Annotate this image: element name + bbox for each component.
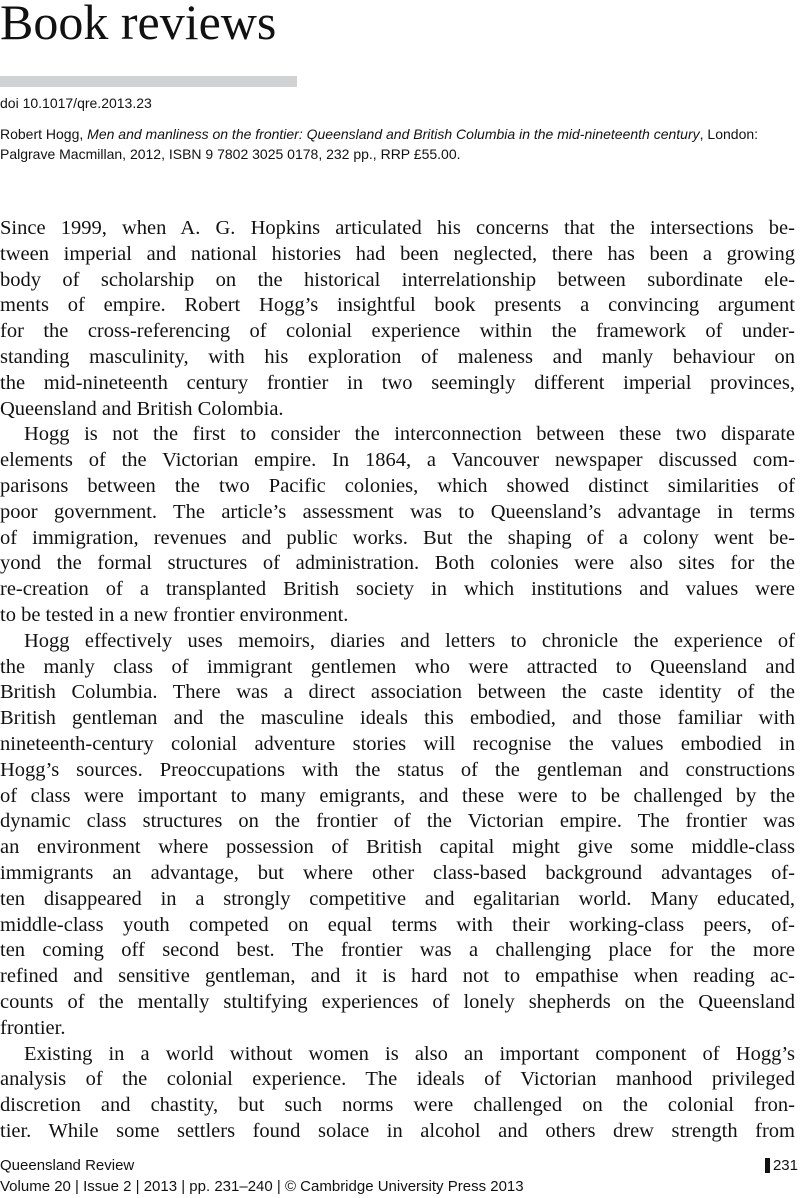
page-number	[765, 1156, 798, 1175]
text-line: Queensland and British Colombia.	[0, 397, 284, 420]
text-line: Hogg is not the first to consider the interconnection between these two disparate	[24, 423, 795, 446]
text-line: middle-class youth competed on equal terms with their working-class peers, of-	[0, 913, 795, 936]
journal-name: Queensland Review	[0, 1157, 135, 1174]
text-line: refined and sensitive gentleman, and it is hard not to empathise when reading ac-	[0, 965, 795, 988]
section-title: Book reviews	[0, 0, 277, 50]
text-line: standing masculinity, with his exploration of maleness and manly behaviour on	[0, 345, 795, 368]
text-line: to be tested in a new frontier environment.	[0, 603, 349, 626]
issue-line: Volume 20 | Issue 2 | 2013 | pp. 231–240 | © Cambridge University Press 2013	[0, 1178, 524, 1195]
text-line: body of scholarship on the historical interrelationship between subordinate ele-	[0, 268, 795, 291]
page-marker-bar	[765, 1158, 770, 1173]
text-line: the manly class of immigrant gentlemen who were attracted to Queensland and	[0, 655, 795, 678]
text-line: nineteenth-century colonial adventure stories will recognise the values embodied in	[0, 732, 795, 755]
text-line: poor government. The article’s assessment was to Queensland’s advantage in terms	[0, 500, 795, 523]
text-line: British gentleman and the masculine ideals this embodied, and those familiar with	[0, 707, 795, 730]
text-line: parisons between the two Pacific colonies, which showed distinct similarities of	[0, 474, 795, 497]
text-line: yond the formal structures of administration. Both colonies were also sites for the	[0, 552, 795, 575]
text-line: the mid-nineteenth century frontier in two seemingly different imperial provinces,	[0, 371, 795, 394]
text-line: discretion and chastity, but such norms were challenged on the colonial fron-	[0, 1094, 795, 1117]
citation-details: , London: Palgrave Macmillan, 2012, ISBN 9 7802 3025 0178, 232 pp., RRP £55.00.	[0, 126, 759, 162]
text-line: counts of the mentally stultifying experiences of lonely shepherds on the Queensland	[0, 990, 795, 1013]
text-line: Hogg’s sources. Preoccupations with the status of the gentleman and constructions	[0, 758, 795, 781]
text-line: tier. While some settlers found solace in alcohol and others drew strength from	[0, 1119, 795, 1142]
text-line: Hogg effectively uses memoirs, diaries and letters to chronicle the experience of	[24, 629, 795, 652]
text-line: analysis of the colonial experience. The ideals of Victorian manhood privileged	[0, 1068, 795, 1091]
page-number-text: 231	[772, 1157, 798, 1174]
text-line: ments of empire. Robert Hogg’s insightful book presents a convincing argument	[0, 294, 795, 317]
doi-link[interactable]: doi 10.1017/qre.2013.23	[0, 95, 152, 111]
book-citation	[0, 124, 800, 164]
text-line: ten disappeared in a strongly competitive and egalitarian world. Many educated,	[0, 887, 795, 910]
citation-book-title: Men and manliness on the frontier: Queensland and British Columbia in the mid-nineteenth century	[87, 126, 700, 142]
paragraph	[0, 422, 795, 628]
text-line: elements of the Victorian empire. In 1864, a Vancouver newspaper discussed com-	[0, 449, 795, 472]
citation-author: Robert Hogg,	[0, 126, 88, 142]
review-body	[0, 216, 795, 1145]
text-line: British Columbia. There was a direct association between the caste identity of the	[0, 681, 795, 704]
text-line: Existing in a world without women is also an important component of Hogg’s	[24, 1042, 795, 1065]
text-line: frontier.	[0, 1016, 66, 1039]
text-line: an environment where possession of British capital might give some middle-class	[0, 836, 795, 859]
text-line: Since 1999, when A. G. Hopkins articulated his concerns that the intersections be-	[0, 217, 795, 239]
text-line: of class were important to many emigrants, and these were to be challenged by the	[0, 784, 795, 807]
text-line: dynamic class structures on the frontier of the Victorian empire. The frontier was	[0, 810, 795, 833]
text-line: tween imperial and national histories had been neglected, there has been a growing	[0, 242, 795, 265]
text-line: of immigration, revenues and public works. But the shaping of a colony went be-	[0, 526, 795, 549]
header-rule	[0, 76, 297, 87]
paragraph	[0, 216, 795, 422]
text-line: re-creation of a transplanted British society in which institutions and values were	[0, 578, 795, 601]
text-line: for the cross-referencing of colonial experience within the framework of under-	[0, 320, 795, 343]
text-line: ten coming off second best. The frontier was a challenging place for the more	[0, 939, 795, 962]
paragraph	[0, 629, 795, 1042]
text-line: immigrants an advantage, but where other class-based background advantages of-	[0, 861, 795, 884]
paragraph	[0, 1042, 795, 1145]
